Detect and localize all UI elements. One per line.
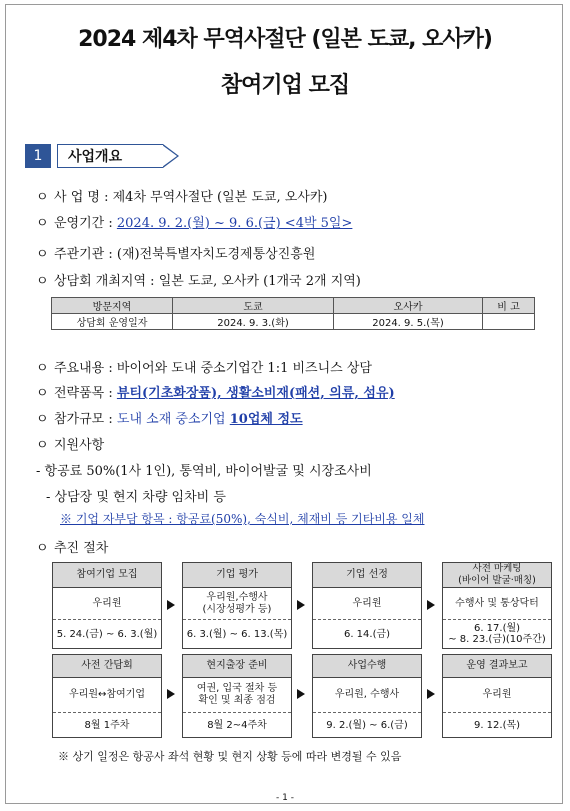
item-label: 상담회 개최지역 bbox=[54, 274, 147, 289]
bullet-icon: ㅇ bbox=[36, 274, 49, 289]
item-value: 뷰티(기초화장품), 생활소비재(패션, 의류, 섬유) bbox=[116, 386, 395, 401]
section-label: 사업개요 bbox=[57, 144, 163, 168]
bullet-icon: ㅇ bbox=[36, 541, 49, 556]
page-subtitle: 참여기업 모집 bbox=[220, 73, 350, 98]
step-date: 6. 14.(금) bbox=[343, 628, 391, 640]
table-header-cell: 도쿄 bbox=[173, 298, 334, 314]
page-title: 2024 제4차 무역사절단 (일본 도쿄, 오사카) bbox=[78, 27, 492, 52]
item-value: 2024. 9. 2.(월) ~ 9. 6.(금) <4박 5일> bbox=[116, 216, 353, 231]
item-content: ㅇ 주요내용 : 바이어와 도내 중소기업간 1:1 비즈니스 상담 bbox=[36, 357, 372, 376]
bullet-icon: ㅇ bbox=[36, 386, 49, 401]
step-date: 8월 2~4주차 bbox=[207, 719, 267, 731]
table-cell bbox=[483, 314, 535, 330]
item-name: ㅇ 사 업 명 : 제4차 무역사절단 (일본 도쿄, 오사카) bbox=[36, 186, 328, 205]
step-title: 기업 선정 bbox=[313, 563, 421, 588]
step-box bbox=[312, 562, 422, 649]
step-title: 현지출장 준비 bbox=[183, 655, 291, 678]
arrow-right-icon bbox=[427, 689, 435, 699]
bullet-icon: ㅇ bbox=[36, 247, 49, 262]
step-date: 9. 2.(월) ~ 6.(금) bbox=[326, 719, 408, 731]
step-title: 기업 평가 bbox=[183, 563, 291, 588]
section-header bbox=[25, 144, 179, 168]
item-label: 추진 절차 bbox=[54, 541, 109, 556]
item-period: ㅇ 운영기간 : 2024. 9. 2.(월) ~ 9. 6.(금) <4박 5일> bbox=[36, 212, 352, 231]
item-products: ㅇ 전략품목 : 뷰티(기초화장품), 생활소비재(패션, 의류, 섬유) bbox=[36, 382, 395, 401]
item-label: 주요내용 bbox=[54, 361, 105, 376]
section-number: 1 bbox=[25, 144, 51, 168]
step-box bbox=[442, 654, 552, 738]
table-header-cell: 비 고 bbox=[483, 298, 535, 314]
table-cell: 2024. 9. 5.(목) bbox=[334, 314, 483, 330]
item-region: ㅇ 상담회 개최지역 : 일본 도쿄, 오사카 (1개국 2개 지역) bbox=[36, 270, 361, 289]
bullet-icon: ㅇ bbox=[36, 190, 49, 205]
table-header-cell: 방문지역 bbox=[52, 298, 173, 314]
item-support bbox=[36, 434, 104, 453]
item-procedure bbox=[36, 537, 108, 556]
bullet-icon: ㅇ bbox=[36, 412, 49, 427]
step-owner: 우리원↔참여기업 bbox=[53, 678, 161, 713]
item-value: 제4차 무역사절단 (일본 도쿄, 오사카) bbox=[112, 190, 328, 205]
support-line: - 상담장 및 현지 차량 임차비 등 bbox=[46, 490, 226, 505]
step-box bbox=[182, 654, 292, 738]
step-title: 참여기업 모집 bbox=[53, 563, 161, 588]
support-note: ※ 기업 자부담 항목 : 항공료(50%), 숙식비, 체재비 등 기타비용 일체 bbox=[60, 512, 425, 526]
arrow-right-icon bbox=[297, 689, 305, 699]
step-date: 5. 24.(금) ~ 6. 3.(월) bbox=[56, 628, 158, 640]
step-title: 사전 간담회 bbox=[53, 655, 161, 678]
step-box bbox=[182, 562, 292, 649]
item-value: 일본 도쿄, 오사카 (1개국 2개 지역) bbox=[158, 274, 361, 289]
item-label: 주관기관 bbox=[54, 247, 105, 262]
footnote: ※ 상기 일정은 항공사 좌석 현황 및 현지 상황 등에 따라 변경될 수 있음 bbox=[58, 750, 402, 763]
step-owner: 여권, 입국 절차 등 확인 및 최종 점검 bbox=[183, 678, 291, 713]
item-label: 지원사항 bbox=[54, 438, 105, 453]
arrow-right-icon bbox=[427, 600, 435, 610]
support-line: - 항공료 50%(1사 1인), 통역비, 바이어발굴 및 시장조사비 bbox=[36, 464, 372, 479]
step-title: 사업수행 bbox=[313, 655, 421, 678]
step-owner: 수행사 및 통상닥터 bbox=[443, 588, 551, 620]
step-date: 6. 3.(월) ~ 6. 13.(목) bbox=[186, 628, 288, 640]
item-label: 참가규모 bbox=[54, 412, 105, 427]
table-cell: 상담회 운영일자 bbox=[52, 314, 173, 330]
step-title: 운영 결과보고 bbox=[443, 655, 551, 678]
step-box bbox=[52, 654, 162, 738]
arrow-right-icon bbox=[167, 689, 175, 699]
section-arrow-icon bbox=[163, 144, 179, 168]
item-label: 전략품목 bbox=[54, 386, 105, 401]
bullet-icon: ㅇ bbox=[36, 438, 49, 453]
bullet-icon: ㅇ bbox=[36, 361, 49, 376]
table-header-row bbox=[52, 298, 535, 314]
item-value: (재)전북특별자치도경제통상진흥원 bbox=[116, 247, 316, 262]
step-owner: 우리원 bbox=[313, 588, 421, 620]
bullet-icon: ㅇ bbox=[36, 216, 49, 231]
step-owner: 우리원, 수행사 bbox=[313, 678, 421, 713]
page-number: - 1 - bbox=[276, 793, 294, 803]
item-scale: ㅇ 참가규모 : 도내 소재 중소기업 10업체 정도 bbox=[36, 408, 303, 427]
arrow-right-icon bbox=[297, 600, 305, 610]
step-date: 9. 12.(목) bbox=[473, 719, 521, 731]
step-owner: 우리원 bbox=[53, 588, 161, 620]
table-header-cell: 오사카 bbox=[334, 298, 483, 314]
item-value: 바이어와 도내 중소기업간 1:1 비즈니스 상담 bbox=[116, 361, 372, 376]
step-date: 8월 1주차 bbox=[84, 719, 130, 731]
schedule-table bbox=[51, 297, 535, 330]
step-date: 6. 17.(월) ~ 8. 23.(금)(10주간) bbox=[448, 623, 546, 645]
table-cell: 2024. 9. 3.(화) bbox=[173, 314, 334, 330]
item-label: 운영기간 bbox=[54, 216, 105, 231]
item-label: 사 업 명 bbox=[54, 190, 100, 205]
item-value: 도내 소재 중소기업 bbox=[116, 412, 230, 427]
item-value-emphasis: 10업체 정도 bbox=[229, 412, 303, 427]
item-host: ㅇ 주관기관 : (재)전북특별자치도경제통상진흥원 bbox=[36, 243, 315, 262]
table-row bbox=[52, 314, 535, 330]
step-owner: 우리원 bbox=[443, 678, 551, 713]
arrow-right-icon bbox=[167, 600, 175, 610]
step-box bbox=[52, 562, 162, 649]
step-box bbox=[312, 654, 422, 738]
step-owner: 우리원,수행사 (시장성평가 등) bbox=[183, 588, 291, 620]
step-title: 사전 마케팅 (바이어 발굴·매칭) bbox=[443, 563, 551, 588]
step-box bbox=[442, 562, 552, 649]
